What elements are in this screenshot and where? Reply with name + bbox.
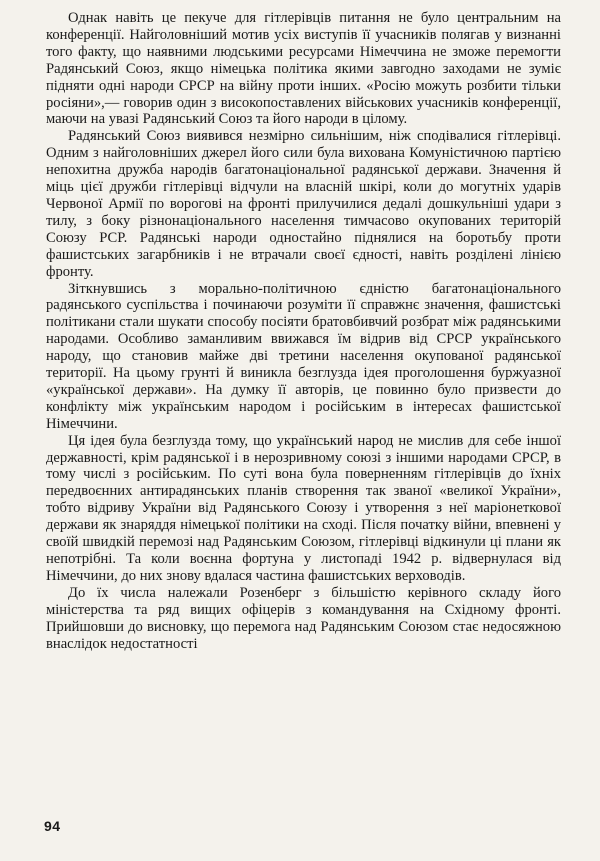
- paragraph-2: Радянський Союз виявився незмірно сильнішим, ніж сподівалися гітлерівці. Одним з найголовніших джерел його сили була вихована Комуністичною партією непохитна дружба народів багатонаціональної радянської держави. Значення й міць цієї дружби гітлерівці відчули на власній шкірі, коли до могутніх ударів Червоної Армії по ворогові на фронті прилучилися дедалі дошкульніші удари з тилу, з боку різнонаціонального населення тимчасово окупованих територій Союзу РСР. Радянські народи одностайно піднялися на боротьбу проти фашистських загарбників і не втрачали своєї єдності, навіть розділені лінією фронту.: [46, 128, 561, 280]
- paragraph-3: Зіткнувшись з морально-політичною єдністю багатонаціонального радянського суспільства і починаючи розуміти її справжнє значення, фашистські політикани стали шукати способу посіяти братовбивчий розбрат між радянськими народами. Особливо заманливим ввижався їм відрив від СРСР українського народу, що становив майже дві третини населення окупованої радянської території. На цьому грунті й виникла безглузда ідея проголошення буржуазної «української держави». На думку її авторів, це повинно було призвести до конфлікту між українським народом і російським в інтересах фашистської Німеччини.: [46, 280, 561, 432]
- page-text-body: [46, 10, 561, 652]
- paragraph-5: До їх числа належали Розенберг з більшістю керівного складу його міністерства та ряд вищих офіцерів з командування на Східному фронті. Прийшовши до висновку, що перемога над Радянським Союзом стає недосяжною внаслідок недостатності: [46, 584, 561, 652]
- paragraph-4: Ця ідея була безглузда тому, що український народ не мислив для себе іншої державності, крім радянської і в нерозривному союзі з іншими народами СРСР, в тому числі з російським. По суті вона була поверненням гітлерівців до їхніх передвоєнних антирадянських планів створення так званої «великої України», тобто відриву України від Радянського Союзу і утворення з неї маріонеткової держави як знаряддя німецької політики на сході. Після початку війни, впевнені у своїй швидкій перемозі над Радянським Союзом, гітлерівці відкинули ці плани як непотрібні. Та коли воєнна фортуна у листопаді 1942 р. відвернулася від Німеччини, до них знову вдалася частина фашистських верховодів.: [46, 432, 561, 584]
- paragraph-1: Однак навіть це пекуче для гітлерівців питання не було центральним на конференції. Найголовніший мотив усіх виступів її учасників полягав у визнанні того факту, що наявними людськими ресурсами Німеччина не зможе перемогти Радянський Союз, якщо німецька політика якими завгодно заходами не зуміє підняти одні народи СРСР на війну проти інших. «Росію можуть розбити тільки росіяни»,— говорив один з високопоставлених військових учасників конференції, маючи на увазі Радянський Союз та його народи в цілому.: [46, 10, 561, 128]
- page-number: 94: [44, 818, 61, 834]
